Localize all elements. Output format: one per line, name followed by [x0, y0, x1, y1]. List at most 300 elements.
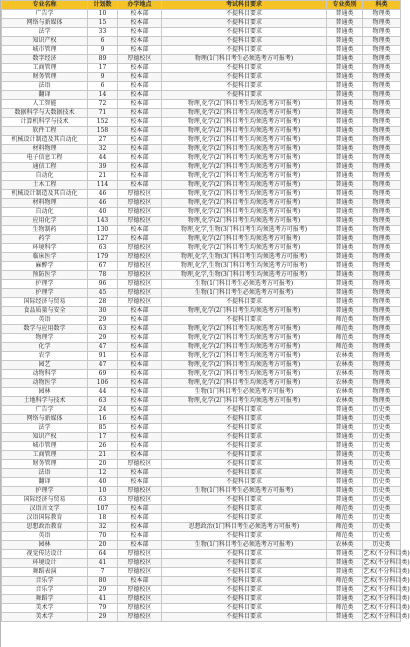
cell-major-category: 普通类 [327, 253, 363, 262]
cell-major-category: 普通类 [327, 109, 363, 118]
cell-major-category: 农林类 [327, 361, 363, 370]
cell-plan-count: 67 [88, 262, 118, 271]
cell-campus: 厚德校区 [118, 262, 162, 271]
cell-subject-track: 物理类 [363, 370, 401, 379]
cell-major-category: 普通类 [327, 442, 363, 451]
table-row [2, 19, 401, 28]
cell-major-category: 普通类 [327, 136, 363, 145]
cell-subject-track: 物理类 [363, 10, 401, 19]
table-row [2, 37, 401, 46]
cell-campus: 厚德校区 [118, 253, 162, 262]
table-row [2, 361, 401, 370]
cell-subject-requirement: 物理,化学(2门科目考生均须选考方可报考) [162, 370, 327, 379]
cell-subject-track: 物理类 [363, 325, 401, 334]
table-row [2, 289, 401, 298]
cell-plan-count: 20 [88, 460, 118, 469]
cell-subject-requirement: 物理,化学,生物(3门科目考生均须选考方可报考) [162, 271, 327, 280]
cell-major-name: 园林 [2, 388, 88, 397]
cell-subject-track: 物理类 [363, 181, 401, 190]
cell-campus: 厚德校区 [118, 280, 162, 289]
cell-major-category: 普通类 [327, 244, 363, 253]
cell-plan-count: 29 [88, 316, 118, 325]
header-major-name: 专业名称 [2, 1, 88, 10]
cell-subject-requirement: 不提科目要求 [162, 478, 327, 487]
cell-major-name: 舞蹈学 [2, 595, 88, 604]
cell-campus: 校本部 [118, 100, 162, 109]
cell-major-category: 普通类 [327, 199, 363, 208]
cell-campus: 校本部 [118, 46, 162, 55]
cell-plan-count: 6 [88, 37, 118, 46]
cell-subject-track: 艺术(不分科目类) [363, 577, 410, 584]
cell-plan-count: 32 [88, 145, 118, 154]
table-row [2, 262, 401, 271]
cell-major-name: 农学 [2, 352, 88, 361]
cell-major-name: 美术学 [2, 613, 88, 622]
cell-plan-count: 12 [88, 469, 118, 478]
cell-campus: 校本部 [118, 226, 162, 235]
cell-plan-count: 30 [88, 307, 118, 316]
cell-campus: 校本部 [118, 532, 162, 541]
table-row [2, 235, 401, 244]
cell-subject-track: 艺术(不分科目类) [363, 559, 410, 566]
cell-subject-requirement: 不提科目要求 [162, 316, 327, 325]
cell-campus: 校本部 [118, 478, 162, 487]
cell-major-name: 护理学 [2, 487, 88, 496]
table-row [2, 199, 401, 208]
table-row [2, 100, 401, 109]
cell-major-category: 普通类 [327, 262, 363, 271]
cell-subject-requirement: 物理,化学(2门科目考生均须选考方可报考) [162, 136, 327, 145]
table-row [2, 433, 401, 442]
cell-major-category: 普通类 [327, 46, 363, 55]
table-row [2, 172, 401, 181]
cell-subject-requirement: 不提科目要求 [162, 595, 327, 604]
cell-major-category: 师范类 [327, 325, 363, 334]
table-row [2, 550, 401, 559]
cell-subject-requirement: 不提科目要求 [162, 586, 327, 595]
cell-major-category: 普通类 [327, 451, 363, 460]
cell-campus: 厚德校区 [118, 604, 162, 613]
cell-major-category: 普通类 [327, 568, 363, 577]
table-row [2, 46, 401, 55]
cell-subject-requirement: 不提科目要求 [162, 91, 327, 100]
cell-campus: 厚德校区 [118, 496, 162, 505]
cell-major-name: 动物科学 [2, 370, 88, 379]
cell-major-name: 计算机科学与技术 [2, 118, 88, 127]
cell-campus: 校本部 [118, 577, 162, 586]
table-row [2, 451, 401, 460]
cell-subject-track: 艺术(不分科目类) [363, 586, 410, 593]
table-row [2, 73, 401, 82]
cell-major-category: 普通类 [327, 127, 363, 136]
cell-subject-requirement: 物理,化学(2门科目考生均须选考方可报考) [162, 127, 327, 136]
cell-campus: 校本部 [118, 172, 162, 181]
table-row [2, 514, 401, 523]
cell-plan-count: 6 [88, 82, 118, 91]
cell-major-category: 普通类 [327, 208, 363, 217]
cell-subject-requirement: 物理,化学,生物(3门科目考生均须选考方可报考) [162, 253, 327, 262]
cell-major-category: 普通类 [327, 172, 363, 181]
cell-subject-track: 历史类 [363, 460, 401, 469]
cell-campus: 校本部 [118, 307, 162, 316]
cell-major-category: 普通类 [327, 10, 363, 19]
cell-plan-count: 26 [88, 442, 118, 451]
cell-major-name: 法语 [2, 469, 88, 478]
cell-subject-requirement: 物理,化学(2门科目考生均须选考方可报考) [162, 154, 327, 163]
table-row [2, 595, 401, 604]
cell-major-name: 知识产权 [2, 37, 88, 46]
cell-subject-requirement: 物理,化学,生物(3门科目考生均须选考方可报考) [162, 226, 327, 235]
cell-campus: 厚德校区 [118, 271, 162, 280]
cell-major-name: 土木工程 [2, 181, 88, 190]
cell-subject-track: 物理类 [363, 280, 401, 289]
cell-subject-requirement: 物理,化学(2门科目考生均须选考方可报考) [162, 208, 327, 217]
cell-campus: 校本部 [118, 406, 162, 415]
cell-campus: 厚德校区 [118, 595, 162, 604]
cell-subject-track: 物理类 [363, 37, 401, 46]
cell-major-name: 数字经济 [2, 55, 88, 64]
table-row [2, 118, 401, 127]
cell-major-category: 师范类 [327, 532, 363, 541]
cell-major-name: 网络与新媒体 [2, 415, 88, 424]
table-row [2, 154, 401, 163]
cell-subject-track: 历史类 [363, 532, 401, 541]
cell-major-category: 普通类 [327, 415, 363, 424]
cell-major-category: 普通类 [327, 217, 363, 226]
cell-subject-track: 物理类 [363, 145, 401, 154]
table-row [2, 568, 401, 577]
cell-subject-requirement: 物理,化学(2门科目考生均须选考方可报考) [162, 181, 327, 190]
cell-major-category: 普通类 [327, 478, 363, 487]
cell-major-name: 知识产权 [2, 433, 88, 442]
cell-subject-requirement: 不提科目要求 [162, 406, 327, 415]
table-row [2, 244, 401, 253]
cell-subject-requirement: 不提科目要求 [162, 568, 327, 577]
cell-campus: 厚德校区 [118, 613, 162, 622]
table-row [2, 604, 401, 613]
table-row [2, 442, 401, 451]
cell-campus: 校本部 [118, 145, 162, 154]
cell-major-category: 农林类 [327, 541, 363, 550]
cell-campus: 校本部 [118, 10, 162, 19]
cell-subject-track: 物理类 [363, 28, 401, 37]
cell-campus: 校本部 [118, 541, 162, 550]
cell-subject-track: 历史类 [363, 424, 401, 433]
cell-major-category: 普通类 [327, 406, 363, 415]
cell-subject-track: 历史类 [363, 469, 401, 478]
cell-subject-requirement: 生物(1门科目考生必须选考方可报考) [162, 541, 327, 550]
table-row [2, 460, 401, 469]
cell-major-name: 财务管理 [2, 460, 88, 469]
cell-campus: 校本部 [118, 181, 162, 190]
cell-major-name: 通信工程 [2, 163, 88, 172]
cell-major-category: 普通类 [327, 100, 363, 109]
cell-subject-requirement: 不提科目要求 [162, 37, 327, 46]
table-row [2, 55, 401, 64]
cell-plan-count: 44 [88, 154, 118, 163]
cell-major-category: 普通类 [327, 118, 363, 127]
cell-subject-requirement: 物理,化学(2门科目考生均须选考方可报考) [162, 118, 327, 127]
cell-subject-track: 物理类 [363, 55, 401, 64]
header-major-category: 专业类别 [327, 1, 363, 10]
cell-subject-track: 历史类 [363, 514, 401, 523]
cell-subject-track: 物理类 [363, 199, 401, 208]
cell-major-category: 普通类 [327, 154, 363, 163]
cell-subject-track: 物理类 [363, 118, 401, 127]
cell-subject-track: 物理类 [363, 262, 401, 271]
cell-subject-track: 历史类 [363, 487, 401, 496]
cell-campus: 校本部 [118, 451, 162, 460]
cell-major-name: 电子信息工程 [2, 154, 88, 163]
cell-campus: 厚德校区 [118, 190, 162, 199]
cell-subject-track: 物理类 [363, 190, 401, 199]
cell-campus: 校本部 [118, 469, 162, 478]
cell-major-name: 翻译 [2, 91, 88, 100]
cell-major-category: 师范类 [327, 604, 363, 613]
cell-major-name: 麻醉学 [2, 262, 88, 271]
cell-campus: 厚德校区 [118, 487, 162, 496]
cell-plan-count: 71 [88, 109, 118, 118]
cell-plan-count: 18 [88, 514, 118, 523]
cell-subject-requirement: 不提科目要求 [162, 496, 327, 505]
cell-major-category: 普通类 [327, 181, 363, 190]
cell-major-category: 农林类 [327, 388, 363, 397]
cell-campus: 厚德校区 [118, 586, 162, 595]
cell-plan-count: 46 [88, 199, 118, 208]
table-row [2, 91, 401, 100]
cell-subject-requirement: 物理,化学(2门科目考生均须选考方可报考) [162, 172, 327, 181]
cell-plan-count: 46 [88, 190, 118, 199]
cell-plan-count: 152 [88, 118, 118, 127]
cell-plan-count: 33 [88, 28, 118, 37]
cell-subject-requirement: 不提科目要求 [162, 559, 327, 568]
cell-major-category: 普通类 [327, 613, 363, 622]
cell-major-name: 国际经济与贸易 [2, 298, 88, 307]
cell-subject-requirement: 不提科目要求 [162, 19, 327, 28]
cell-subject-track: 物理类 [363, 82, 401, 91]
cell-subject-track: 物理类 [363, 298, 401, 307]
cell-major-name: 工商管理 [2, 64, 88, 73]
cell-major-name: 机械设计制造及其自动化 [2, 136, 88, 145]
cell-major-name: 自动化 [2, 208, 88, 217]
cell-plan-count: 29 [88, 334, 118, 343]
cell-major-name: 药学 [2, 235, 88, 244]
cell-plan-count: 29 [88, 586, 118, 595]
cell-major-category: 师范类 [327, 577, 363, 586]
cell-major-category: 普通类 [327, 145, 363, 154]
cell-major-category: 普通类 [327, 496, 363, 505]
cell-major-name: 音乐学 [2, 577, 88, 586]
cell-subject-track: 物理类 [363, 244, 401, 253]
cell-subject-requirement: 物理,化学(2门科目考生均须选考方可报考) [162, 361, 327, 370]
cell-major-category: 普通类 [327, 307, 363, 316]
cell-subject-track: 历史类 [363, 415, 401, 424]
cell-subject-track: 物理类 [363, 226, 401, 235]
cell-major-name: 法学 [2, 424, 88, 433]
cell-major-name: 机械设计制造及其自动化 [2, 190, 88, 199]
cell-subject-requirement: 生物(1门科目考生必须选考方可报考) [162, 388, 327, 397]
cell-major-category: 普通类 [327, 55, 363, 64]
cell-subject-requirement: 物理,化学(2门科目考生均须选考方可报考) [162, 325, 327, 334]
cell-plan-count: 40 [88, 478, 118, 487]
cell-subject-requirement: 物理,化学(2门科目考生均须选考方可报考) [162, 190, 327, 199]
table-row [2, 379, 401, 388]
cell-campus: 校本部 [118, 433, 162, 442]
cell-subject-requirement: 物理,化学(2门科目考生均须选考方可报考) [162, 244, 327, 253]
cell-campus: 厚德校区 [118, 199, 162, 208]
cell-major-name: 物理学 [2, 334, 88, 343]
cell-campus: 厚德校区 [118, 460, 162, 469]
cell-plan-count: 10 [88, 10, 118, 19]
cell-major-name: 工商管理 [2, 451, 88, 460]
cell-subject-requirement: 不提科目要求 [162, 28, 327, 37]
table-row [2, 190, 401, 199]
cell-major-name: 视觉传达设计 [2, 550, 88, 559]
cell-major-name: 汉语国际教育 [2, 514, 88, 523]
table-row [2, 298, 401, 307]
table-row [2, 406, 401, 415]
cell-subject-track: 物理类 [363, 253, 401, 262]
table-row [2, 541, 401, 550]
cell-plan-count: 79 [88, 604, 118, 613]
cell-subject-track: 艺术(不分科目类) [363, 568, 410, 575]
cell-subject-requirement: 不提科目要求 [162, 577, 327, 586]
cell-subject-track: 历史类 [363, 505, 401, 514]
cell-campus: 厚德校区 [118, 550, 162, 559]
cell-plan-count: 91 [88, 352, 118, 361]
cell-plan-count: 15 [88, 19, 118, 28]
table-row [2, 397, 401, 406]
cell-subject-track: 历史类 [363, 478, 401, 487]
cell-subject-track: 物理类 [363, 361, 401, 370]
cell-major-name: 数学与应用数学 [2, 325, 88, 334]
table-row [2, 352, 401, 361]
cell-subject-track: 历史类 [363, 523, 401, 532]
cell-major-name: 人工智能 [2, 100, 88, 109]
cell-subject-requirement: 生物(1门科目考生必须选考方可报考) [162, 487, 327, 496]
cell-plan-count: 47 [88, 343, 118, 352]
table-row [2, 307, 401, 316]
cell-plan-count: 7 [88, 568, 118, 577]
cell-major-name: 城市管理 [2, 442, 88, 451]
cell-subject-track: 物理类 [363, 127, 401, 136]
cell-major-category: 普通类 [327, 190, 363, 199]
cell-major-name: 动物医学 [2, 379, 88, 388]
cell-major-name: 环境设计 [2, 559, 88, 568]
table-row [2, 217, 401, 226]
cell-subject-track: 物理类 [363, 208, 401, 217]
cell-subject-requirement: 不提科目要求 [162, 469, 327, 478]
cell-subject-requirement: 物理,化学(2门科目考生均须选考方可报考) [162, 352, 327, 361]
cell-subject-track: 物理类 [363, 136, 401, 145]
cell-subject-requirement: 不提科目要求 [162, 10, 327, 19]
cell-subject-track: 物理类 [363, 388, 401, 397]
table-row [2, 163, 401, 172]
cell-major-category: 普通类 [327, 235, 363, 244]
cell-subject-track: 物理类 [363, 352, 401, 361]
cell-subject-requirement: 物理,化学,生物(3门科目考生均须选考方可报考) [162, 262, 327, 271]
header-subject-requirement: 考试科目要求 [162, 1, 327, 10]
cell-major-category: 普通类 [327, 550, 363, 559]
cell-major-category: 普通类 [327, 226, 363, 235]
cell-major-name: 护理学 [2, 289, 88, 298]
cell-subject-requirement: 不提科目要求 [162, 433, 327, 442]
header-plan-count: 计划数 [88, 1, 118, 10]
cell-subject-track: 物理类 [363, 91, 401, 100]
cell-campus: 厚德校区 [118, 55, 162, 64]
cell-major-name: 思想政治教育 [2, 523, 88, 532]
cell-major-name: 广告学 [2, 406, 88, 415]
table-row [2, 316, 401, 325]
cell-campus: 校本部 [118, 415, 162, 424]
cell-major-name: 食品质量与安全 [2, 307, 88, 316]
cell-plan-count: 96 [88, 280, 118, 289]
cell-campus: 校本部 [118, 379, 162, 388]
cell-plan-count: 72 [88, 100, 118, 109]
cell-subject-requirement: 不提科目要求 [162, 46, 327, 55]
cell-major-name: 化学 [2, 343, 88, 352]
cell-plan-count: 85 [88, 424, 118, 433]
cell-subject-track: 物理类 [363, 334, 401, 343]
cell-major-category: 普通类 [327, 289, 363, 298]
cell-plan-count: 10 [88, 487, 118, 496]
cell-campus: 校本部 [118, 325, 162, 334]
cell-subject-track: 物理类 [363, 307, 401, 316]
cell-major-category: 普通类 [327, 271, 363, 280]
table-row [2, 28, 401, 37]
cell-subject-track: 物理类 [363, 235, 401, 244]
cell-major-name: 国际经济与贸易 [2, 496, 88, 505]
cell-major-name: 材料物理 [2, 199, 88, 208]
cell-subject-requirement: 不提科目要求 [162, 82, 327, 91]
cell-subject-track: 艺术(不分科目类) [363, 604, 410, 611]
cell-campus: 校本部 [118, 91, 162, 100]
cell-subject-requirement: 物理,化学(2门科目考生均须选考方可报考) [162, 379, 327, 388]
table-row [2, 10, 401, 19]
cell-major-name: 法语 [2, 82, 88, 91]
table-row [2, 325, 401, 334]
cell-subject-track: 物理类 [363, 379, 401, 388]
cell-major-name: 预防医学 [2, 271, 88, 280]
cell-subject-track: 物理类 [363, 64, 401, 73]
table-row [2, 64, 401, 73]
cell-plan-count: 21 [88, 172, 118, 181]
table-row [2, 82, 401, 91]
cell-subject-track: 历史类 [363, 496, 401, 505]
cell-major-category: 普通类 [327, 595, 363, 604]
cell-subject-requirement: 物理,化学(2门科目考生均须选考方可报考) [162, 397, 327, 406]
cell-campus: 校本部 [118, 523, 162, 532]
cell-subject-requirement: 不提科目要求 [162, 613, 327, 622]
cell-plan-count: 130 [88, 226, 118, 235]
cell-major-category: 农林类 [327, 352, 363, 361]
cell-campus: 校本部 [118, 316, 162, 325]
cell-campus: 厚德校区 [118, 289, 162, 298]
table-row [2, 343, 401, 352]
cell-campus: 校本部 [118, 127, 162, 136]
cell-subject-requirement: 物理,化学(2门科目考生均须选考方可报考) [162, 217, 327, 226]
cell-subject-requirement: 不提科目要求 [162, 505, 327, 514]
table-row [2, 145, 401, 154]
cell-subject-requirement: 不提科目要求 [162, 64, 327, 73]
table-row [2, 559, 401, 568]
cell-subject-requirement: 不提科目要求 [162, 298, 327, 307]
table-row [2, 496, 401, 505]
cell-major-name: 网络与新媒体 [2, 19, 88, 28]
cell-subject-track: 物理类 [363, 172, 401, 181]
table-row [2, 334, 401, 343]
cell-plan-count: 114 [88, 181, 118, 190]
